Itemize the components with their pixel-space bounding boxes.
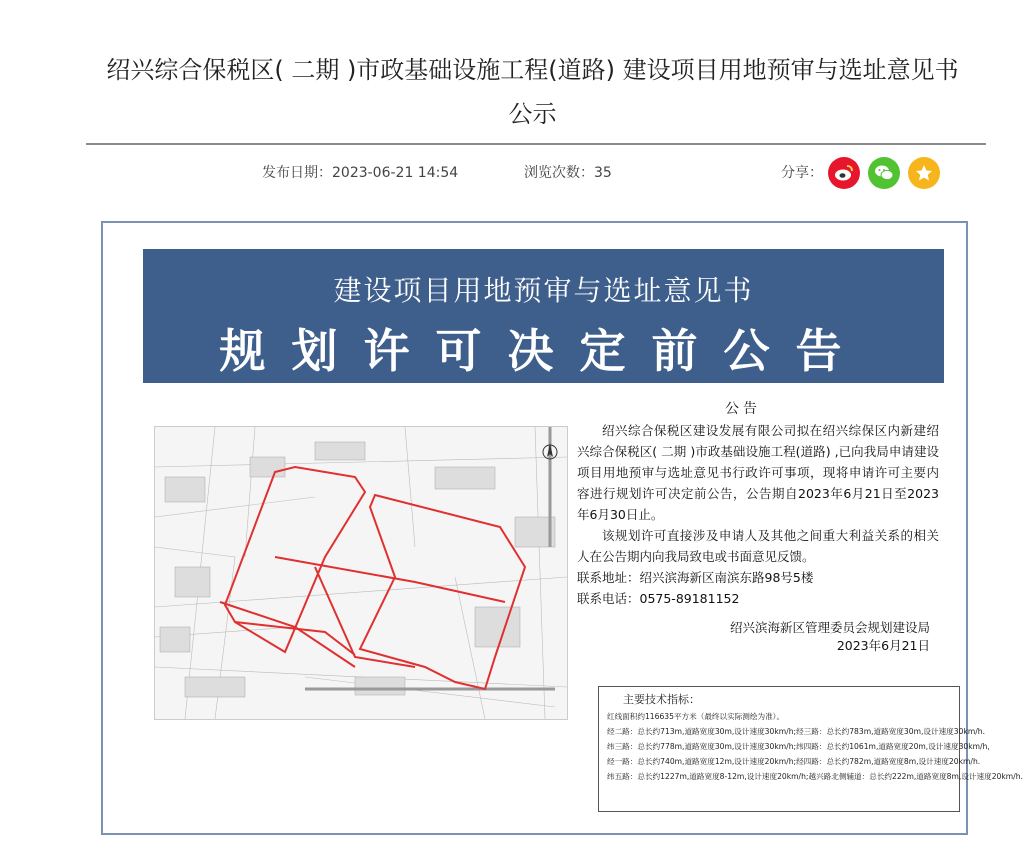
contact-address: 联系地址：绍兴滨海新区南滨东路98号5楼	[577, 570, 814, 585]
page-title-line2: 公示	[508, 100, 557, 128]
technical-indicators-heading: 主要技术指标：	[623, 693, 700, 706]
contact-phone: 联系电话：0575-89181152	[577, 591, 740, 606]
weibo-icon	[834, 164, 854, 182]
site-plan-map	[154, 426, 568, 720]
issuer-name: 绍兴滨海新区管理委员会规划建设局	[729, 620, 930, 635]
tech-line: 纬三路：总长约778m,道路宽度30m,设计速度30km/h;纬四路：总长约1061m,道路宽度20m,设计速度30km/h,	[607, 742, 990, 751]
issue-date: 2023年6月21日	[836, 638, 930, 653]
poster-banner	[143, 249, 944, 383]
weibo-share-button[interactable]	[828, 157, 860, 189]
page-title-line1: 绍兴综合保税区( 二期 )市政基础设施工程(道路) 建设项目用地预审与选址意见书	[106, 56, 959, 84]
notice-body	[577, 420, 939, 609]
tech-line: 经二路：总长约713m,道路宽度30m,设计速度30km/h;经三路：总长约783m,道路宽度30m,设计速度30km/h.	[607, 727, 985, 736]
tech-line: 红线面积约116635平方米（最终以实际测绘为准）。	[607, 712, 785, 721]
title-divider	[86, 143, 986, 145]
site-plan-drawing	[155, 427, 567, 719]
notice-paragraph-2: 该规划许可直接涉及申请人及其他之间重大利益关系的相关人在公告期内向我局致电或书面意见反馈。	[577, 528, 939, 564]
share-label: 分享：	[781, 165, 823, 181]
page-title	[80, 48, 985, 136]
view-count: 浏览次数：35	[524, 165, 612, 181]
notice-paragraph-1: 绍兴综合保税区建设发展有限公司拟在绍兴综保区内新建绍兴综合保税区( 二期 )市政基础设施工程(道路) ,已向我局申请建设项目用地预审与选址意见书行政许可事项，现将申请许可主要内容进行规划许可决定前公告，公告期自2023年6月21日至2023年6月30日止。	[577, 423, 939, 522]
tech-line: 经一路：总长约740m,道路宽度12m,设计速度20km/h;经四路：总长约782m,道路宽度8m,设计速度20km/h.	[607, 757, 981, 766]
tech-line: 纬五路：总长约1227m,道路宽度8-12m,设计速度20km/h;越兴路北侧辅道：总长约222m,道路宽度8m,设计速度20km/h.	[607, 772, 1023, 781]
publish-date: 发布日期：2023-06-21 14:54	[262, 165, 459, 181]
wechat-share-button[interactable]	[868, 157, 900, 189]
technical-indicators-box	[598, 686, 1023, 812]
notice-heading: 公告	[725, 401, 761, 417]
banner-subtitle: 建设项目用地预审与选址意见书	[333, 274, 754, 307]
banner-title: 规划许可决定前公告	[219, 324, 868, 378]
wechat-icon	[874, 164, 894, 182]
star-icon	[914, 163, 934, 183]
qzone-share-button[interactable]	[908, 157, 940, 189]
notice-poster-image	[101, 221, 1023, 835]
